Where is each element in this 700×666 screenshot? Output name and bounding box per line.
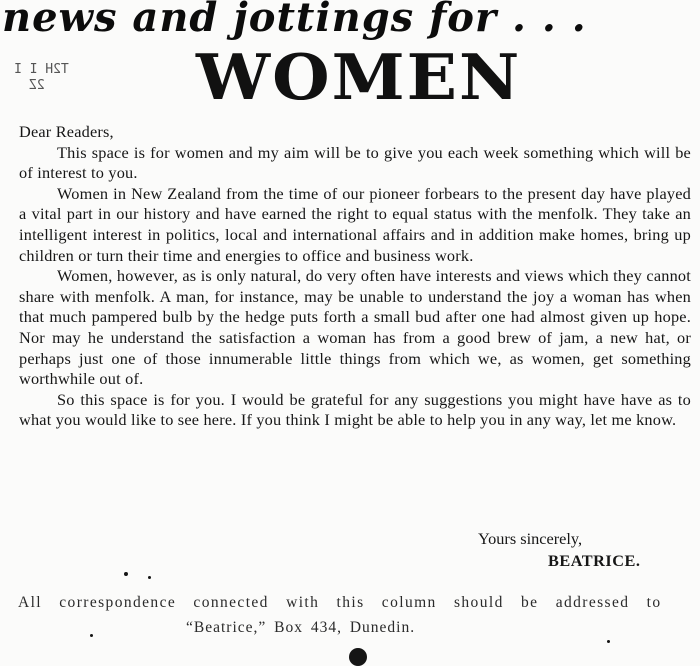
correspondence-address: “Beatrice,” Box 434, Dunedin. — [186, 619, 416, 636]
ink-speck — [90, 634, 93, 637]
salutation: Dear Readers, — [19, 122, 114, 141]
signoff — [478, 528, 640, 572]
signature-name: BEATRICE. — [548, 551, 641, 570]
ink-speck — [607, 640, 610, 643]
paragraph-4: So this space is for you. I would be grateful for any suggestions you might have have as to what you would like to see here. If you think I might be able to help you in any way, let me know. — [19, 389, 691, 430]
closing-line: Yours sincerely, — [478, 529, 583, 548]
bleed-through-line-1: T2H I I — [14, 62, 69, 77]
masthead-kicker: news and jottings for . . . — [2, 0, 587, 41]
ink-speck — [148, 576, 151, 579]
masthead-title: WOMEN — [196, 39, 522, 115]
correspondence-note — [18, 590, 698, 640]
letter-body — [19, 122, 691, 431]
ink-speck — [124, 572, 128, 576]
paragraph-1: This space is for women and my aim will be to give you each week something which will be of interest to you. — [19, 142, 691, 183]
bleed-through-text — [14, 62, 69, 94]
paragraph-3: Women, however, as is only natural, do very often have interests and views which they cannot share with menfolk. A man, for instance, may be unable to understand the joy a woman has when that much pampered bulb by the hedge puts forth a small bud after one had almost given up hope. Nor may he understand the satisfaction a woman has from a good brew of jam, a new hat, or perhaps just one of those innumerable little things from which we, as women, get something worthwhile out of. — [19, 266, 691, 389]
bleed-through-line-2: 2Z — [29, 78, 45, 93]
paragraph-2: Women in New Zealand from the time of our pioneer forbears to the present day have played a vital part in our history and have earned the right to equal status with the menfolk. They take an intelligent interest in politics, local and international affairs and in addition make homes, bring up children or turn their time and energies to office and business work. — [19, 183, 691, 265]
correspondence-line-1: All correspondence connected with this column should be addressed to — [18, 594, 662, 611]
ink-blot — [349, 648, 367, 666]
